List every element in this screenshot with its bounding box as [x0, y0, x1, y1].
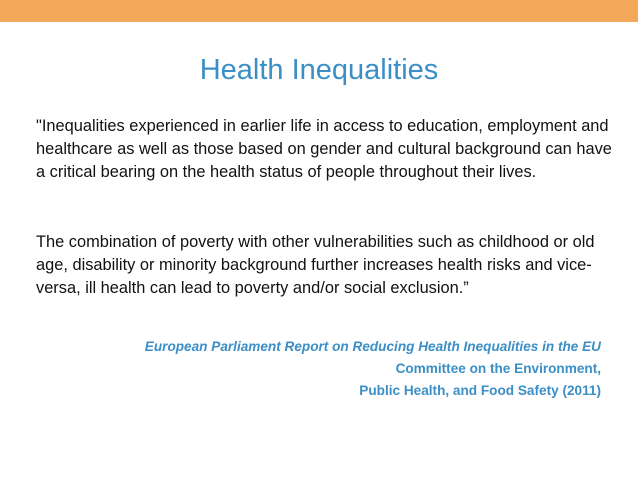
attribution-committee-line-1: Committee on the Environment, [395, 361, 601, 376]
quote-paragraph-2: The combination of poverty with other vulnerabilities such as childhood or old age, disability or minority background further increases health risks and vice-versa, ill health can lead to poverty and/or social exclusion.” [36, 233, 595, 297]
attribution-source: European Parliament Report on Reducing Health Inequalities in the EU [144, 339, 601, 354]
slide-title: Health Inequalities [199, 54, 439, 86]
quote-paragraph-1: "Inequalities experienced in earlier life in access to education, employment and healthcare as well as those based on gender and cultural background can have a critical bearing on the health status of people throughout their lives. [36, 117, 612, 181]
top-accent-bar [0, 0, 638, 22]
attribution-committee-line-2: Public Health, and Food Safety (2011) [359, 383, 601, 398]
